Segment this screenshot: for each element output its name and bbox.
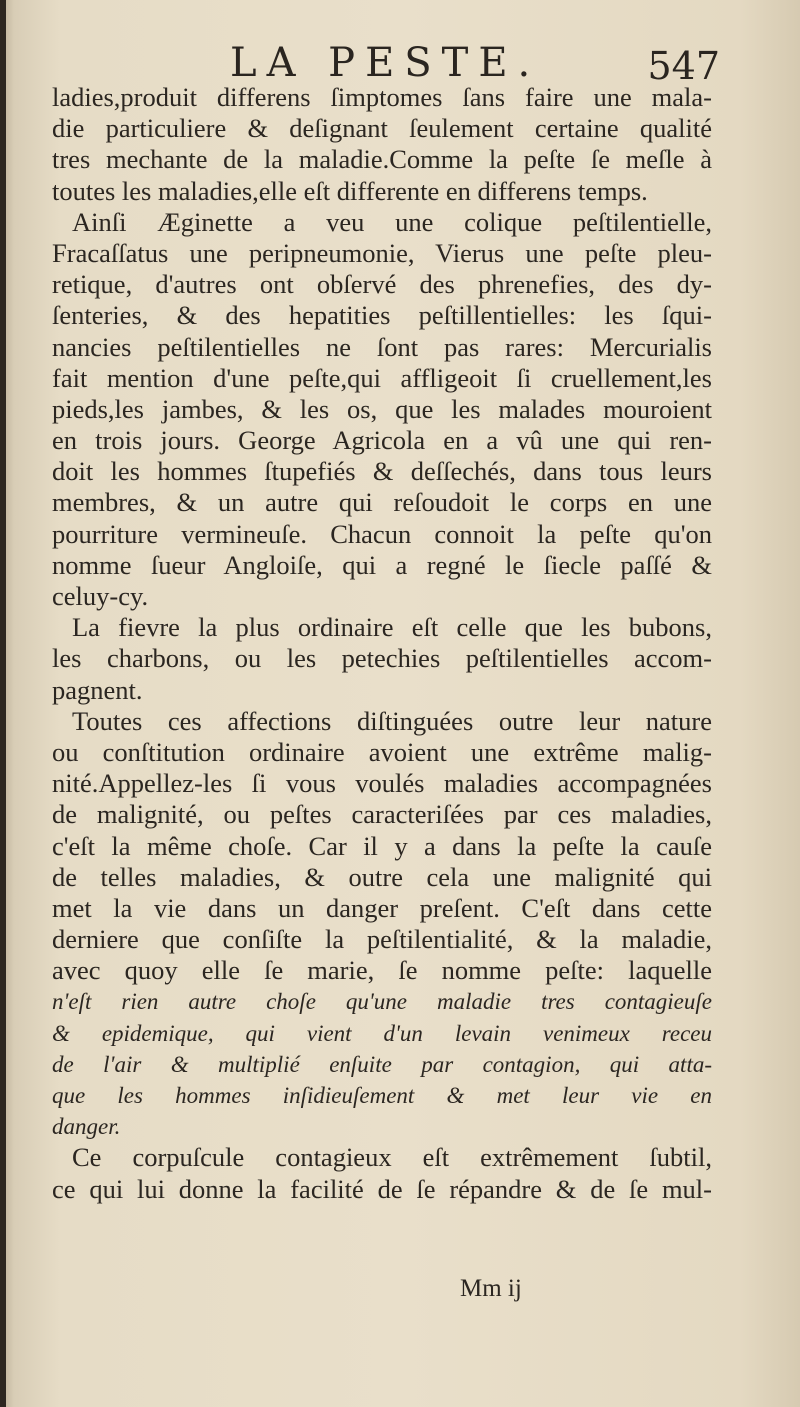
text-line: La fievre la plus ordinaire eſt celle que les bubons, <box>72 612 712 643</box>
text-line: & epidemique, qui vient d'un levain venimeux receu <box>52 1020 712 1046</box>
text-line: membres, & un autre qui reſoudoit le corps en une <box>52 487 712 518</box>
text-line: Ainſi Æginette a veu une colique peſtilentielle, <box>72 206 712 237</box>
text-line: met la vie dans un danger preſent. C'eſt dans cette <box>52 892 712 923</box>
page-gutter <box>0 0 6 1407</box>
text-line: pourriture vermineuſe. Chacun connoit la peſte qu'on <box>52 518 712 549</box>
text-line: nancies peſtilentielles ne ſont pas rares: Mercurialis <box>52 331 712 362</box>
text-line: retique, d'autres ont obſervé des phrenefies, des dy- <box>52 269 712 300</box>
text-line: en trois jours. George Agricola en a vû une qui ren- <box>52 425 712 456</box>
text-line: n'eſt rien autre choſe qu'une maladie tres contagieuſe <box>52 989 712 1015</box>
body-text <box>52 82 712 1205</box>
text-line: de telles maladies, & outre cela une malignité qui <box>52 861 712 892</box>
text-line: c'eſt la même choſe. Car il y a dans la peſte la cauſe <box>52 830 712 861</box>
text-line: toutes les maladies,elle eſt differente en differens temps. <box>52 175 648 206</box>
signature-mark: Mm ij <box>460 1275 522 1302</box>
running-title: LA PESTE. <box>230 40 541 86</box>
text-line: pieds,les jambes, & les os, que les malades mouroient <box>52 393 712 424</box>
text-line: ou conſtitution ordinaire avoient une extrême malig- <box>52 736 712 767</box>
text-line: nité.Appellez-les ſi vous voulés maladies accompagnées <box>52 768 712 799</box>
text-line: avec quoy elle ſe marie, ſe nomme peſte: laquelle <box>52 955 712 986</box>
text-line: danger. <box>52 1114 121 1140</box>
text-line: derniere que conſiſte la peſtilentialité, & la maladie, <box>52 924 712 955</box>
text-line: pagnent. <box>52 674 143 705</box>
text-line: doit les hommes ſtupefiés & deſſechés, dans tous leurs <box>52 456 712 487</box>
text-line: nomme ſueur Angloiſe, qui a regné le ſiecle paſſé & <box>52 549 712 580</box>
text-line: Fracaſſatus une peripneumonie, Vierus une peſte pleu- <box>52 237 712 268</box>
page-number: 547 <box>647 44 720 88</box>
text-line: de malignité, ou peſtes caracteriſées par ces maladies, <box>52 799 712 830</box>
text-line: die particuliere & deſignant ſeulement certaine qualité <box>52 113 712 144</box>
text-line: que les hommes inſidieuſement & met leur vie en <box>52 1083 712 1108</box>
text-line: de l'air & multiplié enſuite par contagion, qui atta- <box>52 1051 712 1077</box>
text-line: Ce corpuſcule contagieux eſt extrêmement ſubtil, <box>72 1142 712 1173</box>
text-line: ladies,produit differens ſimptomes ſans faire une mala- <box>52 82 712 112</box>
text-line: celuy-cy. <box>52 581 149 611</box>
text-line: tres mechante de la maladie.Comme la peſte ſe meſle à <box>52 144 712 175</box>
text-line: ſenteries, & des hepatities peſtillentielles: les ſqui- <box>52 300 712 331</box>
text-line: Toutes ces affections diſtinguées outre leur nature <box>72 705 712 736</box>
text-line: les charbons, ou les petechies peſtilentielles accom- <box>52 643 712 674</box>
text-line: ce qui lui donne la facilité de ſe répandre & de ſe mul- <box>52 1173 712 1204</box>
text-line: fait mention d'une peſte,qui affligeoit ſi cruellement,les <box>52 362 712 393</box>
